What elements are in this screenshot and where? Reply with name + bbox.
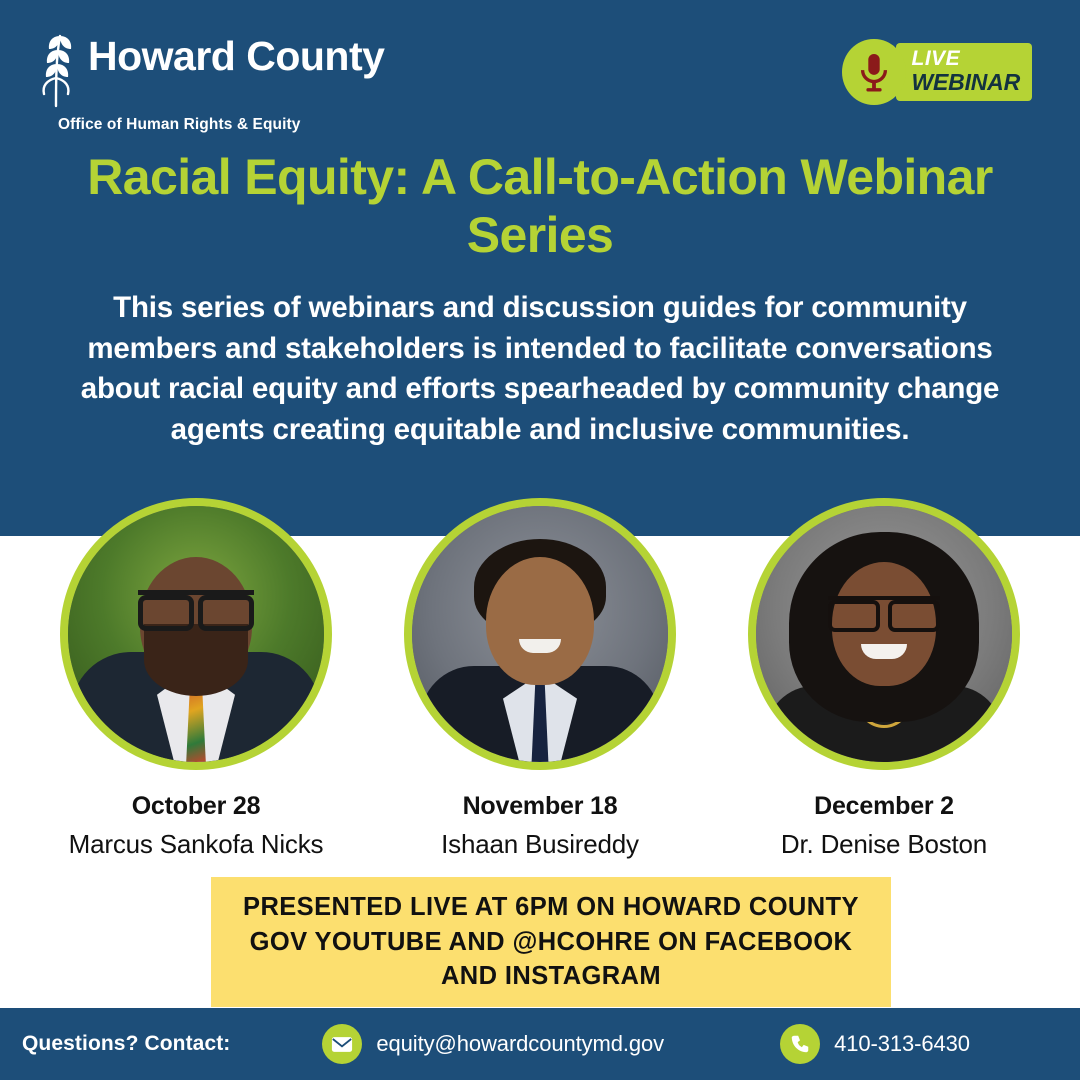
envelope-icon [322,1024,362,1064]
broadcast-callout-text: PRESENTED LIVE AT 6PM ON HOWARD COUNTY GOV YOUTUBE AND @HCOHRE ON FACEBOOK AND INSTAGRAM [243,893,859,991]
logo-subtitle: Office of Human Rights & Equity [58,116,301,133]
speakers-list [0,498,1080,860]
badge-webinar-label: WEBINAR [911,69,1020,95]
logo [30,22,450,134]
badge-live-label: LIVE [911,47,961,70]
live-webinar-badge [842,34,1032,110]
contact-email-text: equity@howardcountymd.gov [376,1031,665,1056]
speaker-date: December 2 [814,792,954,820]
speaker-name: Marcus Sankofa Nicks [68,829,324,859]
header-panel [0,0,1080,536]
avatar [404,498,676,770]
page-title: Racial Equity: A Call-to-Action Webinar Series [87,149,993,263]
speaker-name: Dr. Denise Boston [780,829,988,859]
avatar [748,498,1020,770]
speaker-card [48,498,344,860]
contact-phone[interactable] [780,1024,970,1064]
wheat-icon [30,22,82,108]
speaker-date: October 28 [131,792,261,820]
speaker-date: November 18 [462,792,618,820]
speaker-portrait-3 [756,506,1012,762]
contact-email[interactable] [322,1024,664,1064]
speaker-portrait-1 [68,506,324,762]
speaker-card [392,498,688,860]
speaker-portrait-2 [412,506,668,762]
microphone-icon [842,39,906,105]
avatar [60,498,332,770]
page-description: This series of webinars and discussion guides for community members and stakeholders is intended to facilitate conversations about racial equity and efforts spearheaded by community change agents creating equitable and inclusive communities. [80,291,1000,447]
speaker-card [736,498,1032,860]
broadcast-callout [211,877,891,1007]
phone-icon [780,1024,820,1064]
speaker-name: Ishaan Busireddy [441,829,639,859]
contact-phone-text: 410-313-6430 [834,1031,970,1056]
logo-title: Howard County [88,33,385,79]
contact-footer [0,1008,1080,1080]
contact-label: Questions? Contact: [22,1032,231,1055]
